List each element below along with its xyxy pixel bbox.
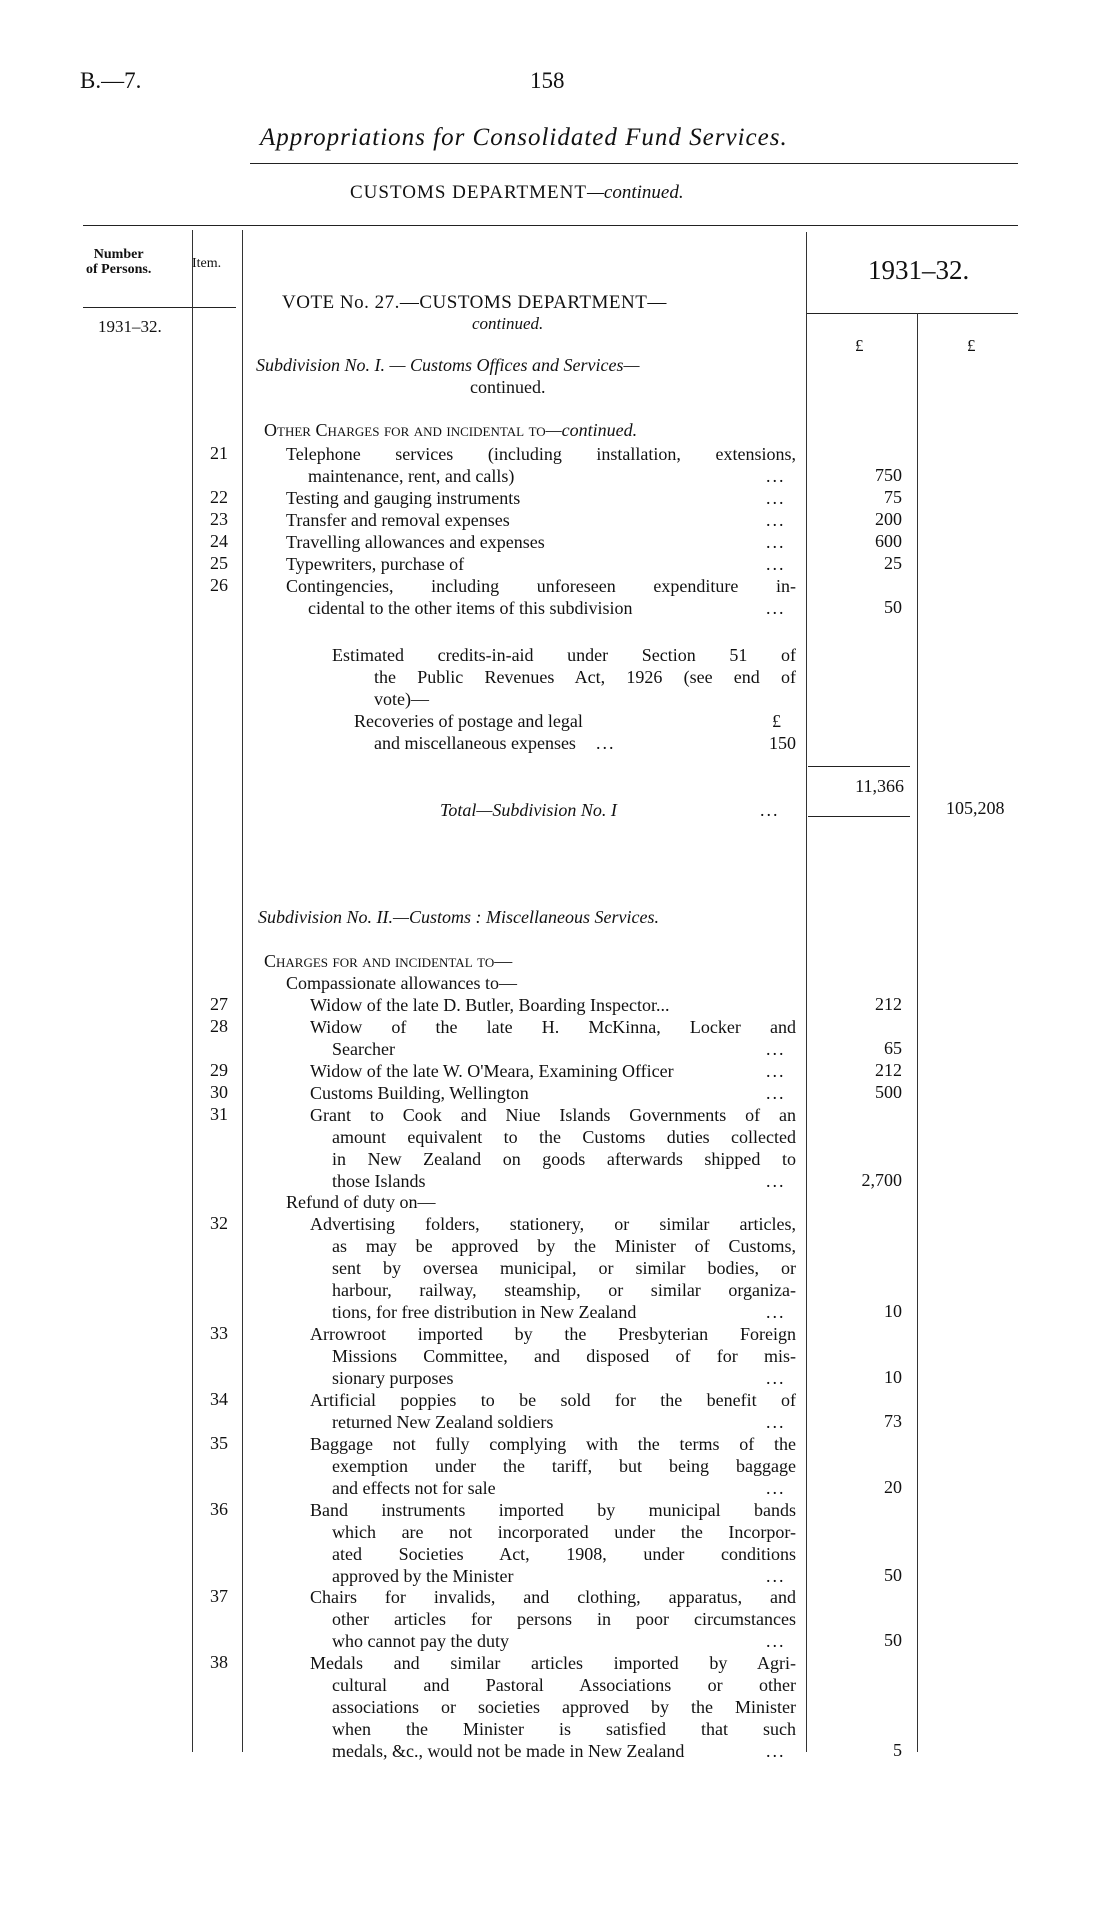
- leader-dots: ...: [766, 1631, 786, 1651]
- item-text-line: Testing and gauging instruments: [286, 488, 521, 508]
- credits-line-5: and miscellaneous expenses ...: [374, 733, 616, 753]
- leader-dots: ...: [766, 1061, 786, 1081]
- total-rule-top: [808, 766, 910, 767]
- item-text-line: Grant to Cook and Niue Islands Governments of an: [310, 1105, 796, 1125]
- item-text-line: Baggage not fully complying with the terms of the: [310, 1434, 796, 1454]
- item-text-line: Travelling allowances and expenses: [286, 532, 545, 552]
- item-text-line: amount equivalent to the Customs duties collected: [332, 1127, 796, 1147]
- item-text-line: sent by oversea municipal, or similar bodies, or: [332, 1258, 796, 1278]
- item-text-line: medals, &c., would not be made in New Zealand: [332, 1741, 685, 1761]
- item-number: 37: [210, 1586, 228, 1606]
- item-text-line: Widow of the late D. Butler, Boarding Inspector...: [310, 995, 670, 1015]
- number-of-persons-header: Number of Persons.: [86, 247, 152, 277]
- compassionate-heading: Compassionate allowances to—: [286, 973, 517, 993]
- item-text-line: Customs Building, Wellington: [310, 1083, 529, 1103]
- leader-dots: ...: [766, 1171, 786, 1191]
- item-column-divider: [242, 230, 243, 1752]
- charges-heading: Charges for and incidental to—: [264, 951, 513, 971]
- item-number: 25: [210, 553, 228, 573]
- item-text-line: Missions Committee, and disposed of for mis-: [332, 1346, 796, 1366]
- item-text-line: maintenance, rent, and calls): [308, 466, 515, 486]
- leader-dots: ...: [766, 488, 786, 508]
- item-text-line: approved by the Minister: [332, 1566, 514, 1586]
- item-text-line: Transfer and removal expenses: [286, 510, 510, 530]
- item-text-line: returned New Zealand soldiers: [332, 1412, 554, 1432]
- item-amount: 200: [875, 509, 902, 529]
- total-amount-2: 105,208: [946, 798, 1005, 818]
- leader-dots: ...: [766, 1741, 786, 1761]
- item-number: 21: [210, 443, 228, 463]
- item-text-line: Telephone services (including installation, extensions,: [286, 444, 796, 464]
- header-rule-right: [806, 313, 1018, 314]
- credits-pound-sign: £: [772, 711, 781, 731]
- leader-dots: ...: [766, 466, 786, 486]
- item-text-line: associations or societies approved by the Minister: [332, 1697, 796, 1717]
- department-heading: CUSTOMS DEPARTMENT—continued.: [350, 182, 684, 203]
- item-header: Item.: [192, 256, 222, 271]
- credits-line-2: the Public Revenues Act, 1926 (see end of: [374, 667, 796, 687]
- item-number: 28: [210, 1016, 228, 1036]
- table-top-rule: [83, 225, 1018, 226]
- title-rule: [250, 163, 1018, 164]
- item-number: 33: [210, 1323, 228, 1343]
- item-text-line: Typewriters, purchase of: [286, 554, 465, 574]
- item-number: 31: [210, 1104, 228, 1124]
- item-amount: 212: [875, 1060, 902, 1080]
- item-text-line: Medals and similar articles imported by Agri-: [310, 1653, 796, 1673]
- item-amount: 2,700: [861, 1170, 902, 1190]
- persons-year: 1931–32.: [98, 317, 162, 336]
- item-text-line: Contingencies, including unforeseen expenditure in-: [286, 576, 796, 596]
- total-amount-1: 11,366: [855, 776, 904, 796]
- refund-heading: Refund of duty on—: [286, 1192, 436, 1212]
- vote-continued: continued.: [472, 314, 544, 333]
- pound-sign-1: £: [855, 336, 864, 355]
- item-text-line: cultural and Pastoral Associations or other: [332, 1675, 796, 1695]
- item-number: 29: [210, 1060, 228, 1080]
- item-amount: 5: [893, 1740, 902, 1760]
- item-amount: 20: [884, 1477, 902, 1497]
- leader-dots: ...: [766, 1566, 786, 1586]
- page-reference: B.—7.: [80, 68, 142, 93]
- item-text-line: sionary purposes: [332, 1368, 454, 1388]
- leader-dots: ...: [766, 1412, 786, 1432]
- leader-dots: ...: [766, 1039, 786, 1059]
- item-number: 36: [210, 1499, 228, 1519]
- item-amount: 10: [884, 1301, 902, 1321]
- leader-dots: ...: [766, 1302, 786, 1322]
- item-amount: 750: [875, 465, 902, 485]
- subdivision-1-continued: continued.: [470, 377, 546, 397]
- item-amount: 50: [884, 1565, 902, 1585]
- item-text-line: Searcher: [332, 1039, 395, 1059]
- item-text-line: cidental to the other items of this subdivision: [308, 598, 633, 618]
- leader-dots: ...: [766, 598, 786, 618]
- credits-line-1: Estimated credits-in-aid under Section 51 of: [332, 645, 796, 665]
- item-text-line: those Islands: [332, 1171, 426, 1191]
- subdivision-2-title: Subdivision No. II.—Customs : Miscellaneous Services.: [258, 907, 659, 927]
- item-amount: 73: [884, 1411, 902, 1431]
- department-continued: —continued.: [587, 182, 684, 203]
- item-text-line: and effects not for sale: [332, 1478, 496, 1498]
- item-text-line: Artificial poppies to be sold for the benefit of: [310, 1390, 796, 1410]
- item-text-line: who cannot pay the duty: [332, 1631, 509, 1651]
- total-label: Total—Subdivision No. I: [440, 800, 617, 820]
- leader-dots: ...: [766, 510, 786, 530]
- item-text-line: tions, for free distribution in New Zealand: [332, 1302, 637, 1322]
- leader-dots: ...: [766, 532, 786, 552]
- vote-title: VOTE No. 27.—CUSTOMS DEPARTMENT—: [282, 292, 667, 313]
- year-header: 1931–32.: [868, 255, 970, 285]
- item-amount: 50: [884, 1630, 902, 1650]
- item-amount: 50: [884, 597, 902, 617]
- item-text-line: in New Zealand on goods afterwards shipped to: [332, 1149, 796, 1169]
- item-number: 35: [210, 1433, 228, 1453]
- item-number: 26: [210, 575, 228, 595]
- item-text-line: when the Minister is satisfied that such: [332, 1719, 796, 1739]
- item-amount: 75: [884, 487, 902, 507]
- item-number: 34: [210, 1389, 228, 1409]
- credits-line-3: vote)—: [374, 689, 429, 709]
- item-number: 22: [210, 487, 228, 507]
- item-number: 27: [210, 994, 228, 1014]
- item-text-line: other articles for persons in poor circumstances: [332, 1609, 796, 1629]
- item-amount: 212: [875, 994, 902, 1014]
- amount-subcolumn-divider: [917, 313, 918, 1752]
- item-amount: 500: [875, 1082, 902, 1102]
- total-dots: ...: [760, 800, 780, 820]
- header-rule-left: [83, 307, 236, 308]
- item-text-line: exemption under the tariff, but being baggage: [332, 1456, 796, 1476]
- page-title: Appropriations for Consolidated Fund Services.: [260, 124, 788, 151]
- subdivision-1-title: Subdivision No. I. — Customs Offices and Services—: [256, 355, 640, 375]
- persons-column-divider: [192, 230, 193, 1752]
- page-number: 158: [530, 68, 565, 93]
- leader-dots: ...: [766, 1478, 786, 1498]
- item-text-line: ated Societies Act, 1908, under conditions: [332, 1544, 796, 1564]
- item-number: 38: [210, 1652, 228, 1672]
- leader-dots: ...: [766, 1083, 786, 1103]
- item-number: 32: [210, 1213, 228, 1233]
- credits-amount: 150: [769, 733, 796, 753]
- pound-sign-2: £: [967, 336, 976, 355]
- item-number: 23: [210, 509, 228, 529]
- leader-dots: ...: [766, 554, 786, 574]
- item-text-line: Advertising folders, stationery, or similar articles,: [310, 1214, 796, 1234]
- other-charges-heading: Other Charges for and incidental to—continued.: [264, 420, 638, 440]
- item-text-line: Widow of the late W. O'Meara, Examining Officer: [310, 1061, 674, 1081]
- item-text-line: Chairs for invalids, and clothing, apparatus, and: [310, 1587, 796, 1607]
- item-amount: 25: [884, 553, 902, 573]
- amount-column-divider: [806, 232, 807, 1752]
- item-amount: 10: [884, 1367, 902, 1387]
- item-amount: 65: [884, 1038, 902, 1058]
- leader-dots: ...: [766, 1368, 786, 1388]
- item-number: 24: [210, 531, 228, 551]
- total-rule-bottom: [808, 816, 910, 817]
- item-number: 30: [210, 1082, 228, 1102]
- item-text-line: as may be approved by the Minister of Customs,: [332, 1236, 796, 1256]
- item-text-line: which are not incorporated under the Incorpor-: [332, 1522, 796, 1542]
- item-text-line: Band instruments imported by municipal bands: [310, 1500, 796, 1520]
- item-amount: 600: [875, 531, 902, 551]
- item-text-line: Arrowroot imported by the Presbyterian Foreign: [310, 1324, 796, 1344]
- credits-line-4: Recoveries of postage and legal: [354, 711, 583, 731]
- item-text-line: harbour, railway, steamship, or similar organiza-: [332, 1280, 796, 1300]
- item-text-line: Widow of the late H. McKinna, Locker and: [310, 1017, 796, 1037]
